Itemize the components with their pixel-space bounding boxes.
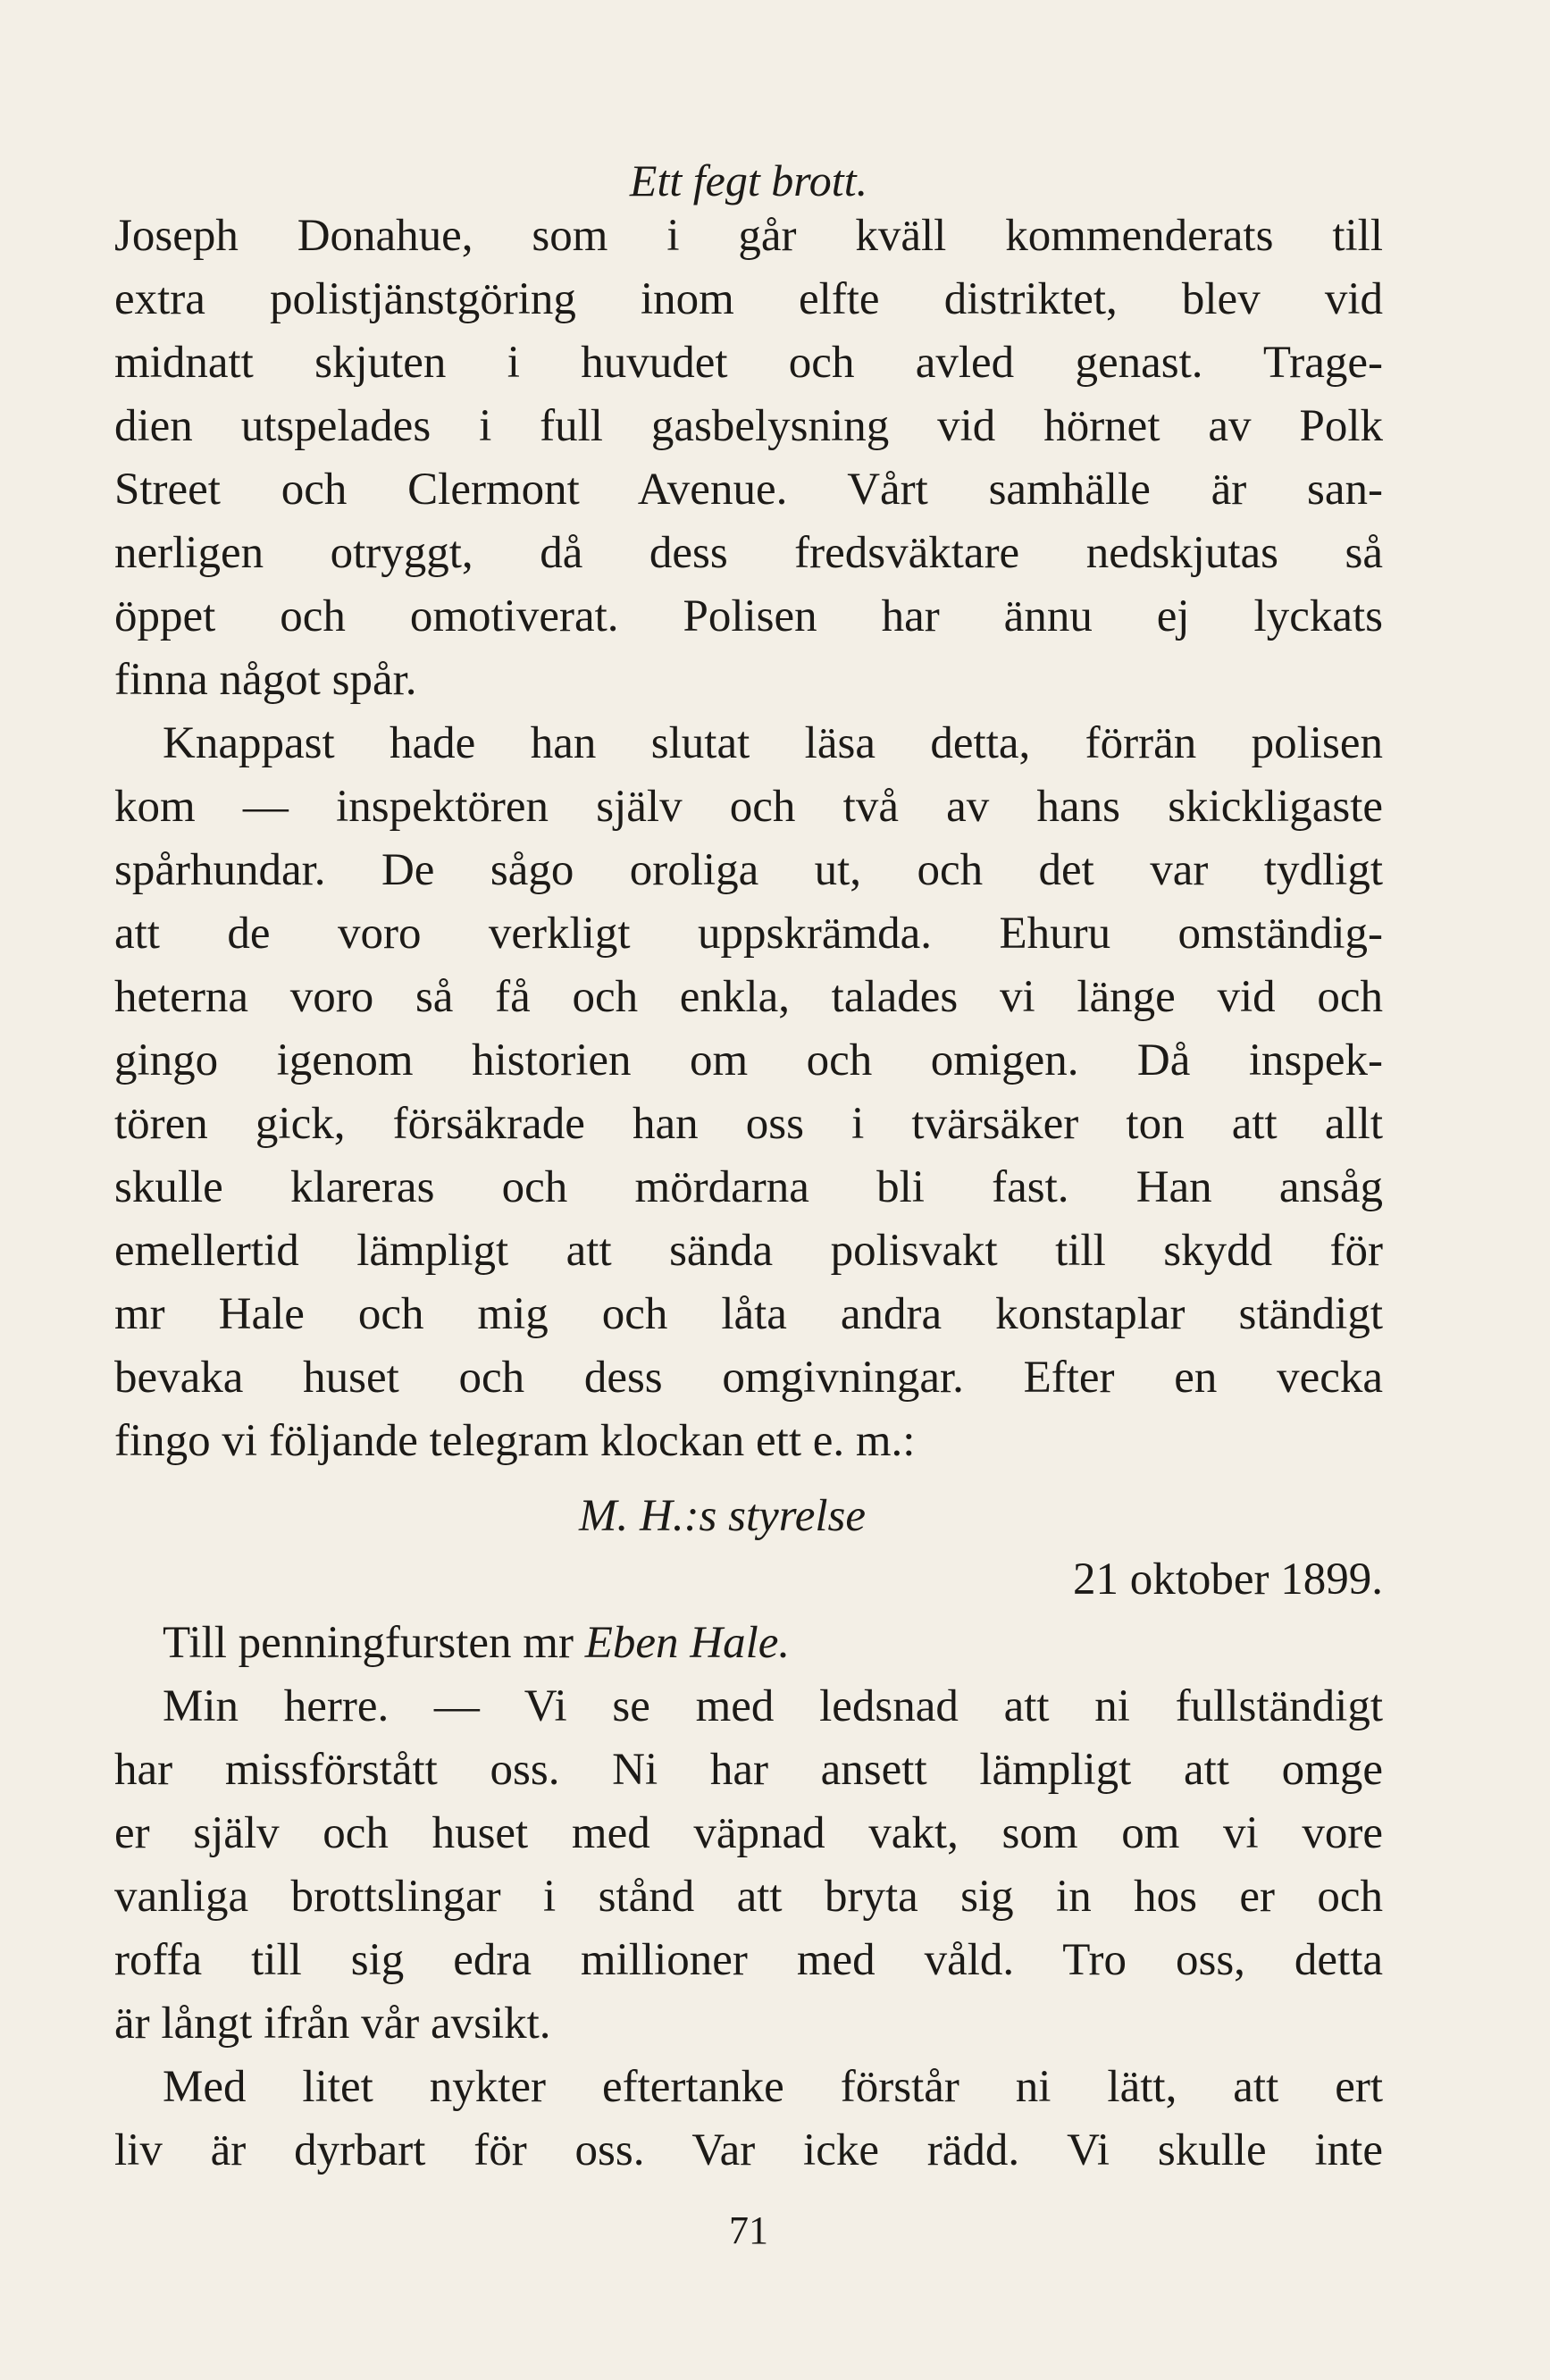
text-line: dien utspelades i full gasbelysning vid hörnet av Polk bbox=[114, 401, 1383, 451]
telegram-address bbox=[114, 1616, 1383, 1670]
telegram-signature: M. H.:s styrelse bbox=[579, 1491, 867, 1541]
text-line: nerligen otryggt, då dess fredsväktare nedskjutas så bbox=[114, 528, 1383, 578]
text-line: gingo igenom historien om och omigen. Då inspek- bbox=[114, 1035, 1383, 1085]
text-line: spårhundar. De sågo oroliga ut, och det var tydligt bbox=[114, 845, 1383, 895]
text-line: Joseph Donahue, som i går kväll kommenderats till bbox=[114, 211, 1383, 261]
text-line: finna något spår. bbox=[114, 655, 417, 705]
text-line: extra polistjänstgöring inom elfte distriktet, blev vid bbox=[114, 274, 1383, 324]
text-line: att de voro verkligt uppskrämda. Ehuru omständig- bbox=[114, 909, 1383, 959]
address-name: Eben Hale. bbox=[584, 1618, 791, 1668]
book-page bbox=[114, 0, 1383, 2380]
text-line: fingo vi följande telegram klockan ett e. m.: bbox=[114, 1416, 916, 1466]
text-line: emellertid lämpligt att sända polisvakt till skydd för bbox=[114, 1226, 1383, 1276]
telegram-line: liv är dyrbart för oss. Var icke rädd. Vi skulle inte bbox=[114, 2125, 1383, 2175]
telegram-line: har missförstått oss. Ni har ansett lämpligt att omge bbox=[114, 1745, 1383, 1795]
page-title: Ett fegt brott. bbox=[629, 155, 868, 205]
telegram-line: Med litet nykter eftertanke förstår ni lätt, att ert bbox=[163, 2062, 1383, 2112]
text-line: bevaka huset och dess omgivningar. Efter en vecka bbox=[114, 1353, 1383, 1403]
telegram-line: Min herre. — Vi se med ledsnad att ni fullständigt bbox=[163, 1681, 1383, 1731]
text-line: mr Hale och mig och låta andra konstaplar ständigt bbox=[114, 1289, 1383, 1339]
text-line: kom — inspektören själv och två av hans skickligaste bbox=[114, 782, 1383, 832]
telegram-date: 21 oktober 1899. bbox=[1072, 1555, 1383, 1605]
telegram-line: är långt ifrån vår avsikt. bbox=[114, 1999, 551, 2049]
text-line: öppet och omotiverat. Polisen har ännu ej lyckats bbox=[114, 591, 1383, 641]
text-line: Knappast hade han slutat läsa detta, förrän polisen bbox=[163, 718, 1383, 768]
page-number: 71 bbox=[729, 2208, 768, 2252]
text-line: midnatt skjuten i huvudet och avled genast. Trage- bbox=[114, 338, 1383, 388]
address-prefix: Till penningfursten mr bbox=[163, 1618, 585, 1668]
text-line: skulle klareras och mördarna bli fast. Han ansåg bbox=[114, 1162, 1383, 1212]
telegram-line: roffa till sig edra millioner med våld. Tro oss, detta bbox=[114, 1935, 1383, 1985]
text-line: tören gick, försäkrade han oss i tvärsäker ton att allt bbox=[114, 1099, 1383, 1149]
telegram-line: er själv och huset med väpnad vakt, som om vi vore bbox=[114, 1808, 1383, 1858]
text-line: heterna voro så få och enkla, talades vi länge vid och bbox=[114, 972, 1383, 1022]
text-line: Street och Clermont Avenue. Vårt samhälle är san- bbox=[114, 465, 1383, 515]
telegram-line: vanliga brottslingar i stånd att bryta sig in hos er och bbox=[114, 1872, 1383, 1922]
